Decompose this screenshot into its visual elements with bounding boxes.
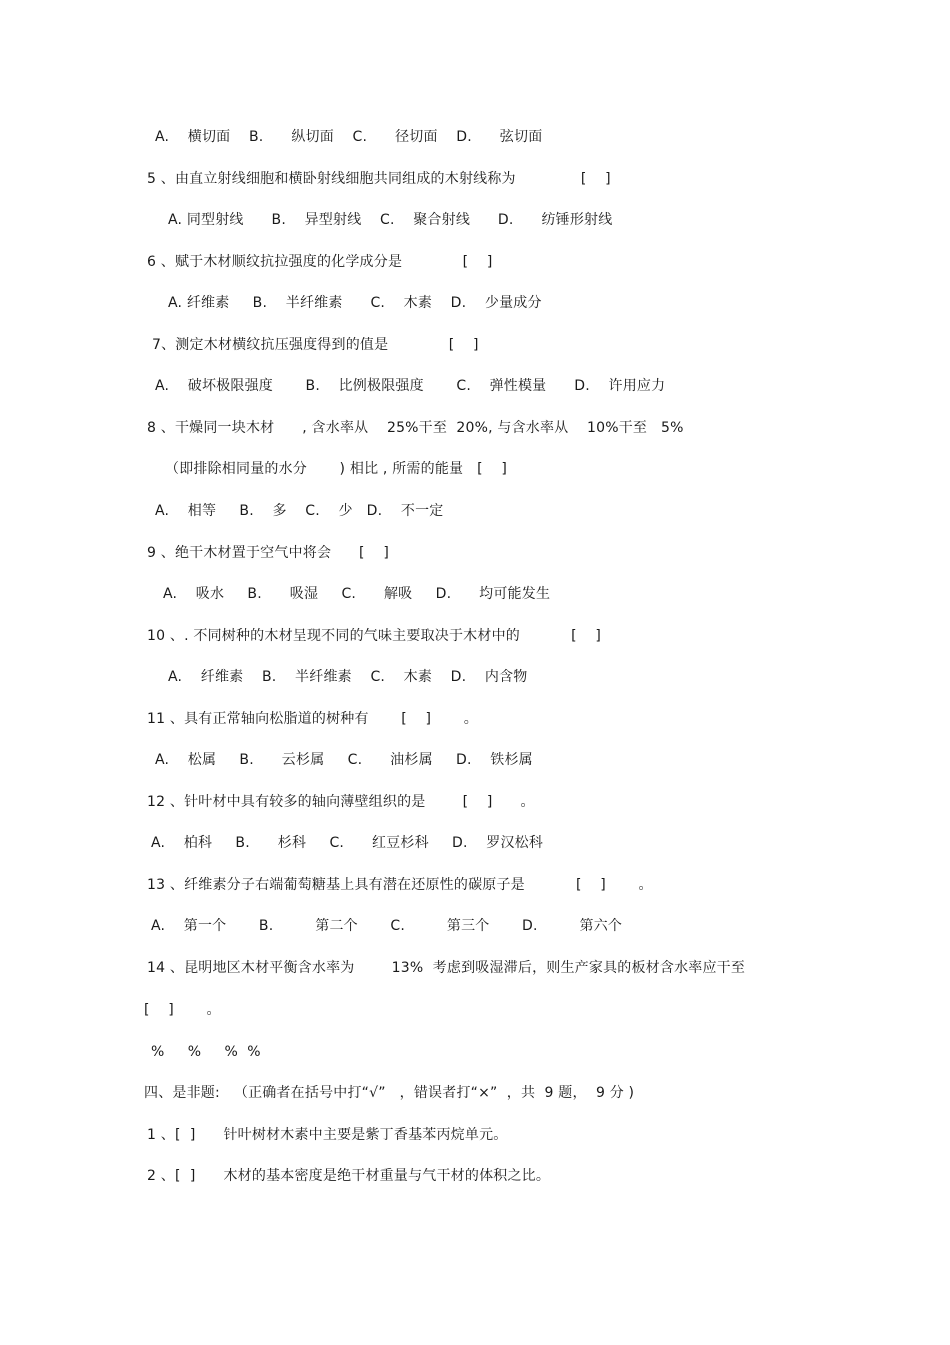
q5-options: A. 同型射线 B. 异型射线 C. 聚合射线 D. 纺锤形射线 <box>168 212 613 228</box>
q11-options: A. 松属 B. 云杉属 C. 油杉属 D. 铁杉属 <box>155 752 533 768</box>
q14-question: 14 、昆明地区木材平衡含水率为 13% 考虑到吸湿滞后，则生产家具的板材含水率应干至 <box>147 960 746 976</box>
q11-question: 11 、具有正常轴向松脂道的树种有 [ ] 。 <box>147 711 478 727</box>
q6-question: 6 、赋于木材顺纹抗拉强度的化学成分是 [ ] <box>147 254 493 270</box>
q13-options: A. 第一个 B. 第二个 C. 第三个 D. 第六个 <box>151 918 623 934</box>
q13-question: 13 、纤维素分子右端葡萄糖基上具有潜在还原性的碳原子是 [ ] 。 <box>147 877 653 893</box>
q12-question: 12 、针叶材中具有较多的轴向薄壁组织的是 [ ] 。 <box>147 794 535 810</box>
tf-question-2: 2 、[ ] 木材的基本密度是绝干材重量与气干材的体积之比。 <box>147 1168 551 1184</box>
q4-options: A. 横切面 B. 纵切面 C. 径切面 D. 弦切面 <box>155 129 543 145</box>
tf-question-1: 1 、[ ] 针叶树材木素中主要是紫丁香基苯丙烷单元。 <box>147 1127 508 1143</box>
q6-options: A. 纤维素 B. 半纤维素 C. 木素 D. 少量成分 <box>168 295 542 311</box>
q14-bracket: [ ] 。 <box>144 1002 221 1018</box>
q5-question: 5 、由直立射线细胞和横卧射线细胞共同组成的木射线称为 [ ] <box>147 171 611 187</box>
q8-options: A. 相等 B. 多 C. 少 D. 不一定 <box>155 503 444 519</box>
q12-options: A. 柏科 B. 杉科 C. 红豆杉科 D. 罗汉松科 <box>151 835 544 851</box>
q14-options: % % % % <box>151 1044 261 1060</box>
q10-options: A. 纤维素 B. 半纤维素 C. 木素 D. 内含物 <box>168 669 528 685</box>
q10-question: 10 、. 不同树种的木材呈现不同的气味主要取决于木材中的 [ ] <box>147 628 602 644</box>
q9-question: 9 、绝干木材置于空气中将会 [ ] <box>147 545 389 561</box>
q8-question: 8 、干燥同一块木材 , 含水率从 25%干至 20%, 与含水率从 10%干至 5% <box>147 420 684 436</box>
q7-options: A. 破坏极限强度 B. 比例极限强度 C. 弹性模量 D. 许用应力 <box>155 378 666 394</box>
q9-options: A. 吸水 B. 吸湿 C. 解吸 D. 均可能发生 <box>163 586 551 602</box>
section-heading: 四、是非题: （正确者在括号中打“√” ，错误者打“×” ，共 9 题， 9 分 ) <box>144 1085 635 1101</box>
q8-question-cont: （即排除相同量的水分 ) 相比 , 所需的能量 [ ] <box>165 461 508 477</box>
q7-question: 7、测定木材横纹抗压强度得到的值是 [ ] <box>152 337 479 353</box>
